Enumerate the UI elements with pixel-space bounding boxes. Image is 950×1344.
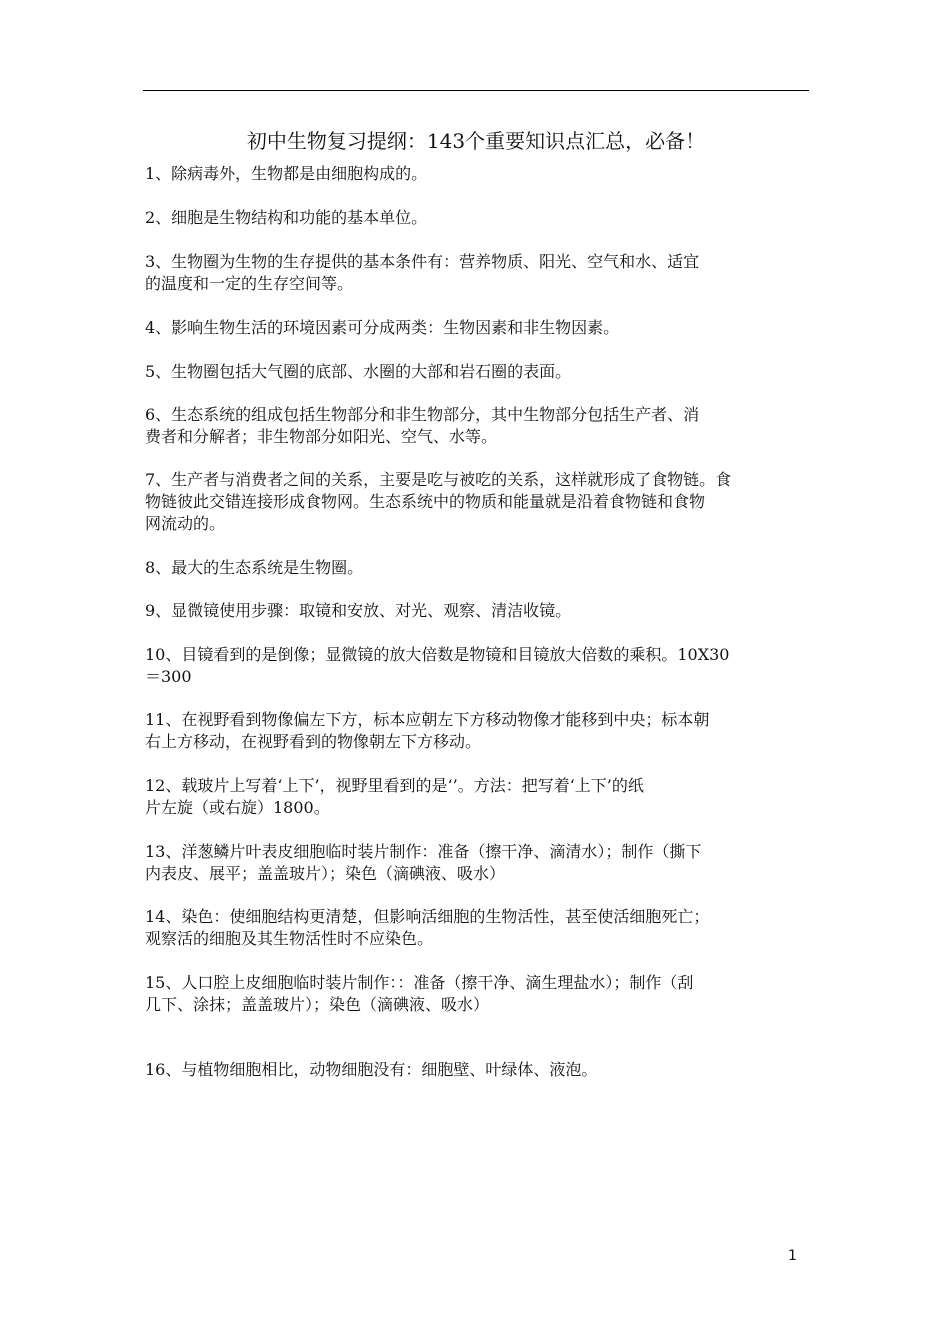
item-line: 10、目镜看到的是倒像；显微镜的放大倍数是物镜和目镜放大倍数的乘积。10X30 [145,645,730,664]
list-item [145,557,809,579]
header-rule [143,90,809,91]
item-line: 4、影响生物生活的环境因素可分成两类：生物因素和非生物因素。 [145,318,620,337]
list-item [145,469,809,535]
list-item [145,644,809,688]
list-item [145,709,809,753]
item-line: 观察活的细胞及其生物活性时不应染色。 [145,929,434,948]
item-line: 内表皮、展平；盖盖玻片）；染色（滴碘液、吸水） [145,864,506,883]
list-item [145,404,809,448]
item-line: 6、生态系统的组成包括生物部分和非生物部分，其中生物部分包括生产者、消 [145,405,700,424]
item-line: 8、最大的生态系统是生物圈。 [145,558,364,577]
page-number: 1 [788,1248,797,1264]
list-item [145,775,809,819]
item-line: 5、生物圈包括大气圈的底部、水圈的大部和岩石圈的表面。 [145,362,572,381]
item-line: 3、生物圈为生物的生存提供的基本条件有：营养物质、阳光、空气和水、适宜 [145,252,700,271]
item-line: 1、除病毒外，生物都是由细胞构成的。 [145,164,428,183]
item-line: 13、洋葱鳞片叶表皮细胞临时装片制作：准备（擦干净、滴清水）；制作（撕下 [145,842,702,861]
item-line: 16、与植物细胞相比，动物细胞没有：细胞壁、叶绿体、液泡。 [145,1060,598,1079]
list-item [145,600,809,622]
list-item [145,1059,809,1081]
item-line: ＝300 [145,667,192,686]
item-line: 7、生产者与消费者之间的关系，主要是吃与被吃的关系，这样就形成了食物链。食 [145,470,732,489]
list-item [145,317,809,339]
list-item [145,972,809,1016]
item-line: 9、显微镜使用步骤：取镜和安放、对光、观察、清洁收镜。 [145,601,572,620]
item-line: 的温度和一定的生存空间等。 [145,274,354,293]
list-item [145,841,809,885]
item-line: 片左旋（或右旋）1800。 [145,798,330,817]
item-line: 几下、涂抹；盖盖玻片）；染色（滴碘液、吸水） [145,995,490,1014]
item-line: 11、在视野看到物像偏左下方，标本应朝左下方移动物像才能移到中央；标本朝 [145,710,710,729]
list-item [145,906,809,950]
item-line: 2、细胞是生物结构和功能的基本单位。 [145,208,428,227]
list-item [145,251,809,295]
item-line: 12、载玻片上写着‘上下’，视野里看到的是‘’。方法：把写着‘上下’的纸 [145,776,644,795]
list-item [145,207,809,229]
item-line: 物链彼此交错连接形成食物网。生态系统中的物质和能量就是沿着食物链和食物 [145,492,706,511]
document-title: 初中生物复习提纲：143个重要知识点汇总，必备！ [246,129,706,153]
list-item [145,163,809,185]
list-item [145,361,809,383]
item-line: 费者和分解者；非生物部分如阳光、空气、水等。 [145,427,498,446]
item-line: 右上方移动，在视野看到的物像朝左下方移动。 [145,732,482,751]
item-line: 网流动的。 [145,514,226,533]
item-line: 15、人口腔上皮细胞临时装片制作：：准备（擦干净、滴生理盐水）；制作（刮 [145,973,694,992]
item-line: 14、染色：使细胞结构更清楚，但影响活细胞的生物活性，甚至使活细胞死亡； [145,907,710,926]
